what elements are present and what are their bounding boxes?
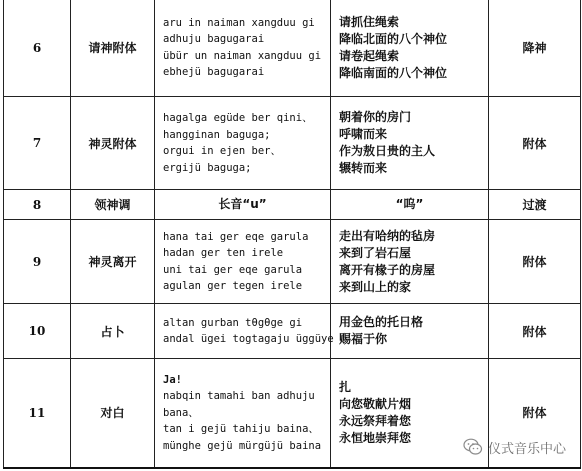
row-lyrics [155,359,331,468]
lyric-line: orgui in ejen ber、 [163,145,281,157]
row-name: 占卜 [71,304,155,359]
row-function: 过渡 [489,190,581,220]
table-row [4,97,581,190]
row-lyrics: 长音“u” [155,190,331,220]
row-translation [331,97,489,190]
translation-line: 辗转而来 [339,161,388,175]
translation-line: 降临北面的八个神位 [339,31,448,46]
translation-line: 赐福于你 [339,332,388,346]
lyric-line: adhuju bagugarai [163,33,265,45]
translation-line: 扎 [339,379,352,394]
row-function: 附体 [489,359,581,468]
row-name: 领神调 [71,190,155,220]
watermark-text: 仪式音乐中心 [487,441,566,457]
row-translation: “呜” [331,190,489,220]
translation-line: 离开有椽子的房屋 [339,262,436,277]
lyric-line: hana tai ger eqe garula [163,230,309,243]
lyric-line: münghe gejü mürgüjü baina [163,439,322,452]
row-number: 10 [4,304,71,359]
row-function: 降神 [489,0,581,97]
translation-line: 降临南面的八个神位 [339,65,448,80]
lyric-line: nabqin tamahi ban adhuju [163,390,315,402]
lyric-line: altan gurban tθgθge gi [163,316,303,329]
translation-line: 呼啸而来 [339,127,388,141]
row-number: 7 [4,97,71,190]
translation-line: 向您敬献片烟 [339,396,412,411]
row-translation [331,304,489,359]
table-row [4,0,581,97]
row-name: 对白 [71,359,155,468]
row-name: 神灵附体 [71,97,155,190]
translation-line: 来到山上的家 [339,279,412,294]
row-function: 附体 [489,304,581,359]
translation-line: 请抓住绳索 [339,14,400,29]
row-number: 9 [4,220,71,304]
row-lyrics [155,97,331,190]
lyric-line: uni tai ger eqe garula [163,263,303,276]
translation-line: 作为敖日贵的主人 [339,144,436,158]
translation-line: 朝着你的房门 [339,110,412,124]
translation-line: 永恒地崇拜您 [339,430,412,445]
wechat-icon [463,437,483,457]
translation-line: 永远祭拜着您 [339,413,412,428]
lyric-exclamation: Ja! [163,373,182,386]
row-translation [331,0,489,97]
row-name: 请神附体 [71,0,155,97]
lyric-line: tan i gejü tahiju baina、 [163,423,319,435]
row-translation [331,220,489,304]
lyric-line: ebhejü bagugarai [163,66,265,78]
lyric-line: andal ügei togtagaju üggüye [163,333,334,345]
row-number: 6 [4,0,71,97]
row-name: 神灵离开 [71,220,155,304]
watermark [463,437,566,457]
lyric-line: hadan ger ten irele [163,247,284,259]
row-lyrics [155,304,334,359]
row-lyrics [155,220,331,304]
translation-line: 来到了岩石屋 [339,245,412,260]
row-function: 附体 [489,220,581,304]
row-number: 8 [4,190,71,220]
translation-line: 用金色的托日格 [339,315,424,329]
table-row [4,220,581,304]
ritual-table [3,0,581,469]
row-number: 11 [4,359,71,468]
lyric-line: hagalga egüde ber qini、 [163,112,313,124]
row-lyrics [155,0,331,97]
table-row [4,304,581,359]
translation-line: 走出有哈纳的毡房 [339,228,436,243]
row-function: 附体 [489,97,581,190]
lyric-line: hangginan baguga; [163,128,271,141]
lyric-line: aru in naiman xangduu gi [163,16,315,29]
lyric-line: übür un naiman xangduu gi [163,49,322,62]
lyric-line: agulan ger tegen irele [163,280,303,292]
table-row [4,190,581,220]
lyric-line: ergijü baguga; [163,161,252,174]
translation-line: 请卷起绳索 [339,48,400,63]
lyric-line: bana、 [163,406,199,419]
